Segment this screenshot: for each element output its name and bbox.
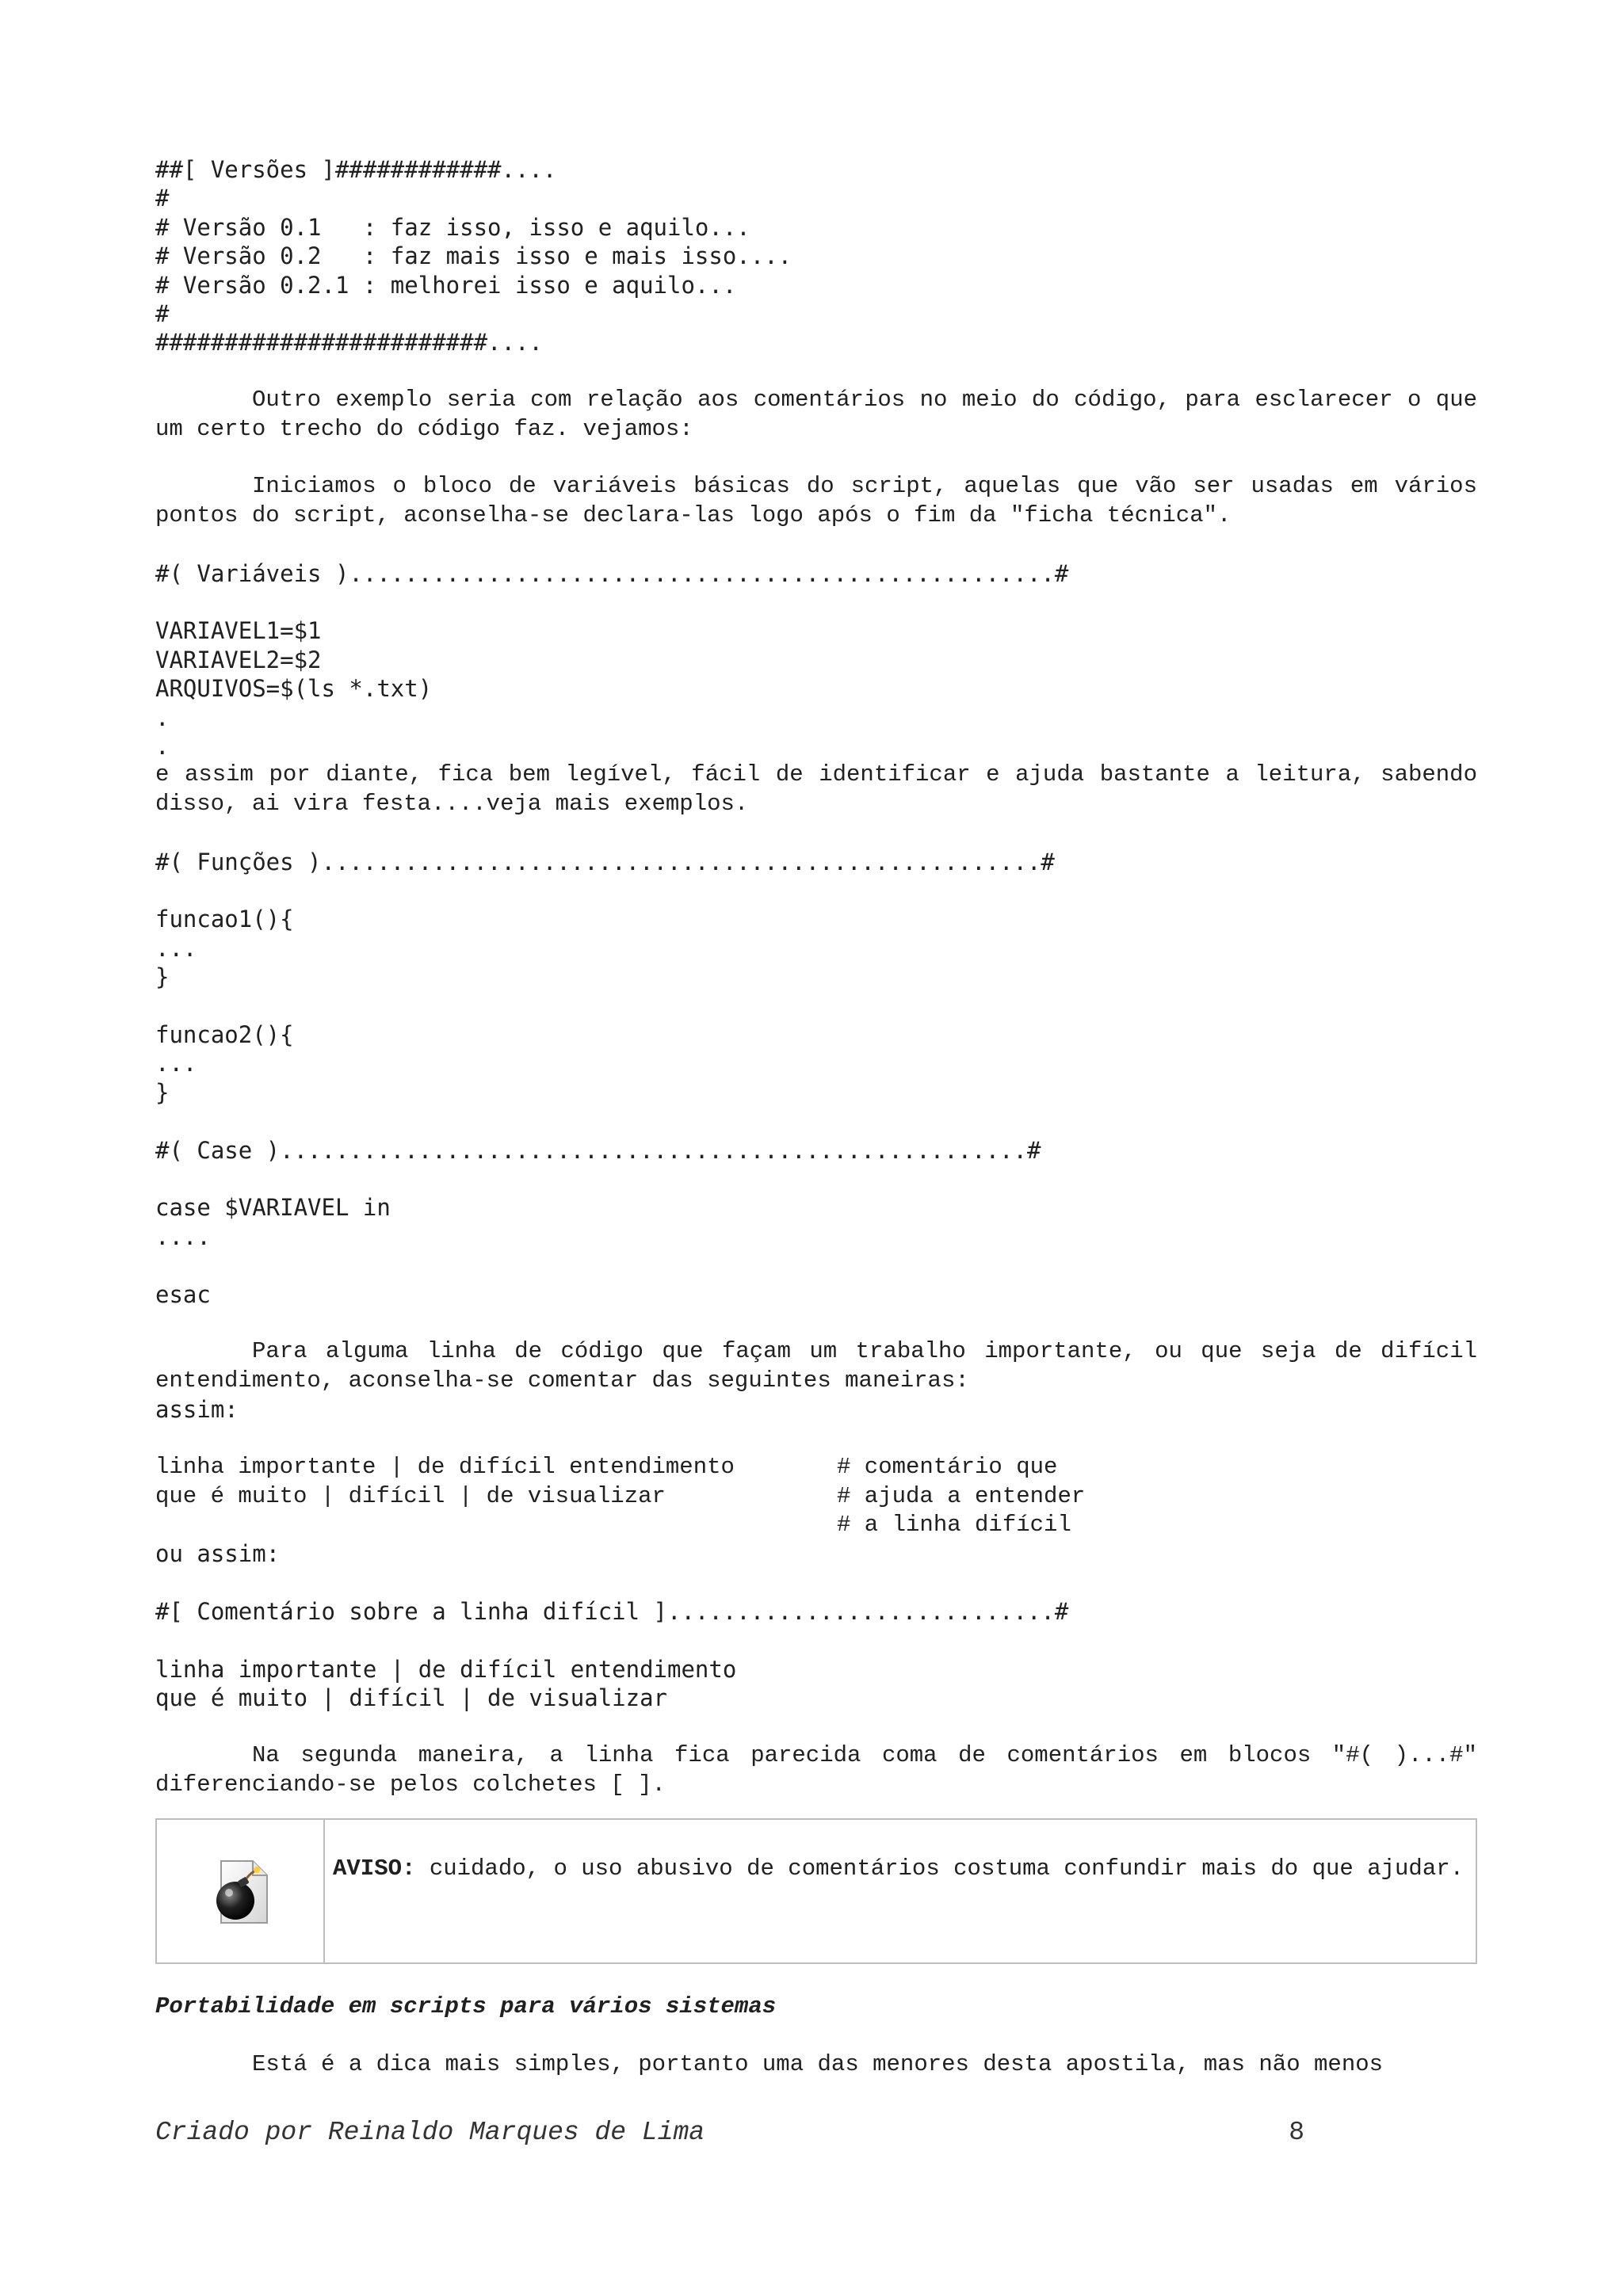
warning-box [155,1818,1477,1964]
functions-header: #( Funções )....................................................# [155,848,1055,875]
variables-header: #( Variáveis )...................................................# [155,559,1069,587]
bomb-icon [204,1855,277,1928]
esac-code-line: esac [155,1280,211,1308]
paragraph-second-way: Na segunda maneira, a linha fica parecida coma de comentários em blocos "#( )...#" diferenciando-se pelos colchetes [ ]. [155,1742,1477,1798]
label-ou-assim: ou assim: [155,1540,281,1568]
warning-icon-cell [157,1820,325,1962]
case-code-block: case $VARIAVEL in .... [155,1194,391,1250]
variables-code-block: VARIAVEL1=$1 VARIAVEL2=$2 ARQUIVOS=$(ls *.txt) . . [155,617,433,761]
document-page [155,155,1477,2079]
warning-text [325,1820,1476,1962]
case-header: #( Case )......................................................# [155,1136,1041,1164]
paragraph-important: Para alguma linha de código que façam um trabalho importante, ou que seja de difícil entendimento, aconselha-se comentar das seguintes maneiras: [155,1338,1477,1394]
example1-comments: # comentário que # ajuda a entender # a linha difícil [837,1454,1086,1538]
paragraph-comments: Outro exemplo seria com relação aos comentários no meio do código, para esclarecer o que um certo trecho do código faz. vejamos: [155,387,1477,442]
section-heading: Portabilidade em scripts para vários sistemas [155,1993,777,2019]
example2-code-block: linha importante | de difícil entendimento que é muito | difícil | de visualizar [155,1655,737,1712]
comment-header: #[ Comentário sobre a linha difícil ]............................# [155,1598,1069,1626]
warning-message: cuidado, o uso abusivo de comentários costuma confundir mais do que ajudar. [415,1855,1465,1882]
function1-code-block: funcao1(){ ... } [155,906,294,991]
warning-label: AVISO: [333,1855,416,1882]
versions-code-block: ##[ Versões ]############.... # # Versão 0.1 : faz isso, isso e aquilo... # Versão 0.2 : faz mais isso e mais isso.... # Versão 0.2.1 : melhorei isso e aquilo... # ########################.... [155,156,792,357]
example1-code: linha importante | de difícil entendimento que é muito | difícil | de visualizar [155,1454,735,1509]
page-footer [155,2117,1304,2149]
paragraph-legible: e assim por diante, fica bem legível, fácil de identificar e ajuda bastante a leitura, sabendo disso, ai vira festa....veja mais exemplos. [155,761,1477,817]
paragraph-variables: Iniciamos o bloco de variáveis básicas do script, aquelas que vão ser usadas em vários pontos do script, aconselha-se declara-las logo após o fim da "ficha técnica". [155,473,1477,528]
function2-code-block: funcao2(){ ... } [155,1021,294,1106]
footer-author: Criado por Reinaldo Marques de Lima [155,2118,705,2147]
page-number: 8 [1289,2118,1304,2147]
comment-example-inline [155,1453,1477,1539]
paragraph-portability: Está é a dica mais simples, portanto uma das menores desta apostila, mas não menos [252,2050,1384,2077]
label-assim: assim: [155,1396,239,1424]
